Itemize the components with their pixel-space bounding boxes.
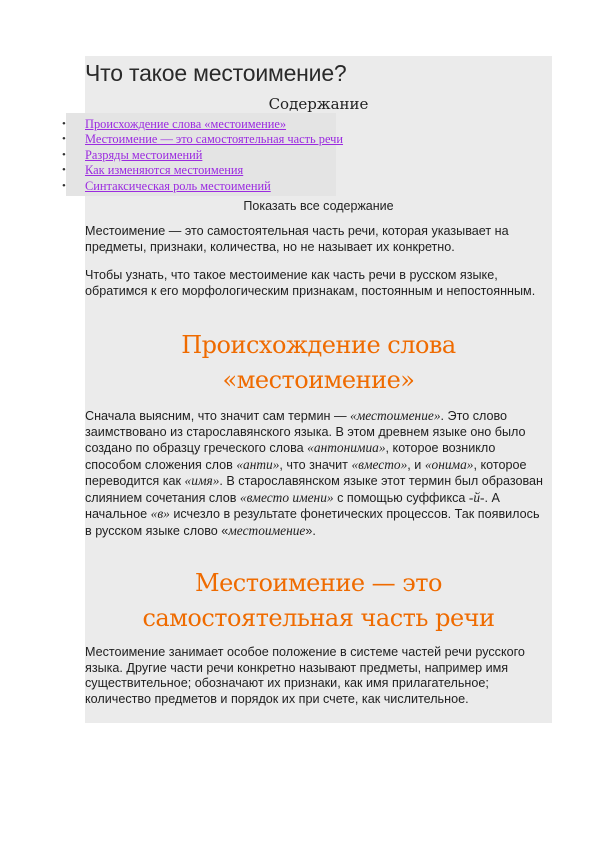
text: исчезло в результате фонетических процессов. Так появилось в русском языке слово «	[85, 507, 540, 538]
toc-link-origin[interactable]: Происхождение слова «местоимение»	[85, 117, 287, 131]
toc-item	[62, 179, 343, 194]
bullet-icon: •	[62, 164, 66, 177]
italic-term: -й-	[468, 489, 485, 505]
show-all-contents-link[interactable]: Показать все содержание	[243, 199, 394, 213]
bullet-icon: •	[62, 179, 66, 192]
toc-item	[62, 148, 343, 163]
text: . Это слово заимствовано из старославянского языка. В этом древнем языке оно было создано по образцу греческого слова	[85, 409, 526, 455]
toc-link-categories[interactable]: Разряды местоимений	[85, 147, 203, 162]
text: , что значит	[279, 457, 352, 472]
text: , которое переводится как	[85, 457, 527, 488]
text: . А начальное	[85, 490, 500, 521]
bullet-icon: •	[62, 133, 66, 146]
italic-term: «вместо»	[351, 456, 408, 472]
italic-term: «анти»	[236, 456, 280, 472]
italic-term: «вместо имени»	[239, 489, 334, 505]
toc-item	[62, 163, 343, 178]
bullet-icon: •	[62, 148, 66, 161]
italic-term: «местоимение»	[350, 408, 441, 423]
table-of-contents	[62, 117, 343, 194]
text: Сначала выясним, что значит сам термин —	[85, 409, 351, 423]
text: , и	[407, 457, 425, 472]
bullet-icon: •	[62, 118, 66, 130]
toc-link-syntax[interactable]: Синтаксическая роль местоимений	[85, 178, 271, 193]
toc-link-inflection[interactable]: Как изменяются местоимения	[85, 163, 244, 178]
text: . В старославянском языке этот термин был образован слиянием сочетания слов	[85, 474, 544, 505]
part-of-speech-paragraph: Местоимение занимает особое положение в системе частей речи русского языка. Другие части речи конкретно называют предметы, например имя существительное; обозначают их признаки, как имя прилагательное; количество предметов и порядок их при счете, как числительное.	[85, 645, 525, 706]
section-title-origin	[85, 328, 552, 398]
page-title: Что такое местоимение?	[85, 60, 347, 86]
italic-term: «онима»	[424, 456, 474, 472]
toc-item	[62, 117, 343, 132]
toc-item	[62, 132, 343, 147]
italic-term: местоимение	[228, 522, 306, 538]
text: , которое возникло способом сложения слов	[85, 441, 496, 472]
text: с помощью суффикса	[333, 490, 469, 505]
section-title-origin-line1: Происхождение слова	[181, 331, 456, 359]
intro-paragraph-1: Местоимение — это самостоятельная часть речи, которая указывает на предметы, признаки, количества, но не называет их конкретно.	[85, 224, 509, 254]
section-title-part-of-speech-line2: самостоятельная часть речи	[142, 604, 495, 632]
italic-term: «антонимиа»	[307, 440, 386, 455]
section-title-origin-line2: «местоимение»	[222, 366, 415, 394]
section-title-part-of-speech-line1: Местоимение — это	[195, 569, 442, 597]
origin-paragraph	[85, 408, 547, 539]
section-title-part-of-speech	[85, 566, 552, 636]
toc-heading: Содержание	[268, 95, 369, 113]
italic-term: «в»	[150, 506, 170, 521]
italic-term: «имя»	[184, 473, 220, 488]
intro-paragraph-2: Чтобы узнать, что такое местоимение как часть речи в русском языке, обратимся к его морфологическим признакам, постоянным и непостоянным.	[85, 268, 536, 298]
text: ».	[305, 523, 316, 538]
toc-link-part-of-speech[interactable]: Местоимение — это самостоятельная часть речи	[85, 132, 344, 147]
